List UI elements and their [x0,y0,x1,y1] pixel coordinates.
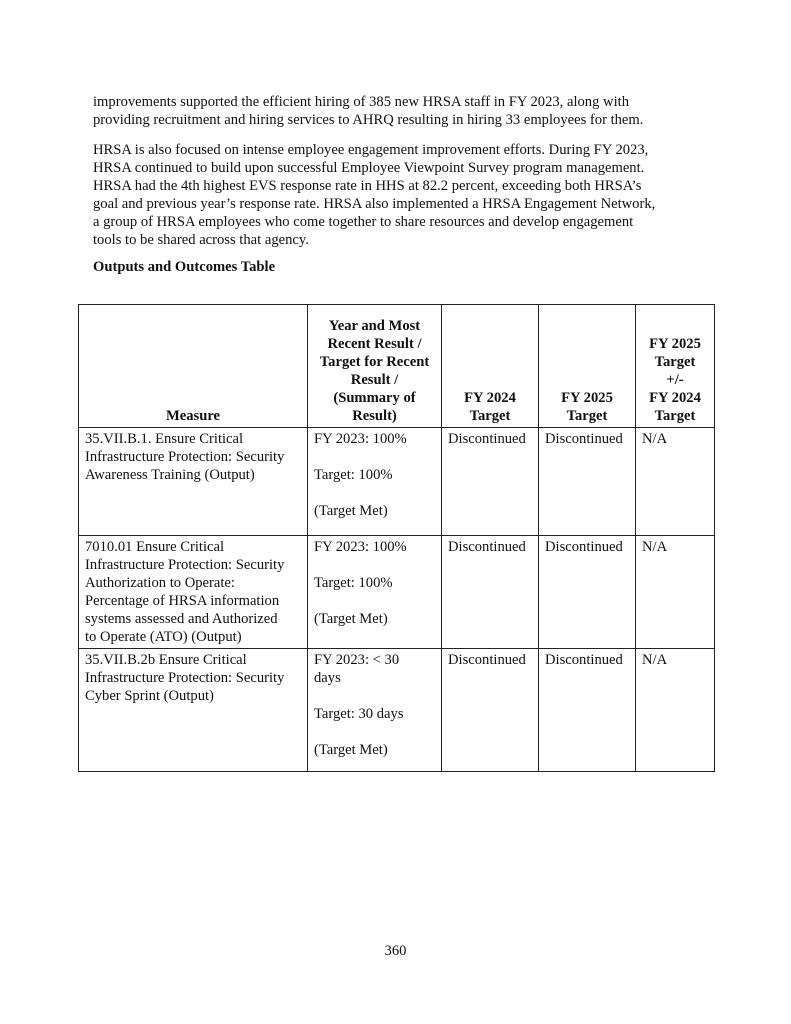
fy2025-target-cell: Discontinued [539,536,636,649]
table-header-row [79,305,715,428]
header-fy2024-target: FY 2024 Target [442,305,539,428]
target-difference-cell: N/A [636,649,715,772]
text-line: goal and previous year’s response rate. HRSA also implemented a HRSA Engagement Network, [93,196,656,212]
text-line: tools to be shared across that agency. [93,232,309,248]
outputs-outcomes-table [78,304,715,772]
result-cell: FY 2023: < 30 days Target: 30 days (Target Met) [308,649,442,772]
measure-cell: 35.VII.B.2b Ensure Critical Infrastructure Protection: Security Cyber Sprint (Output) [79,649,308,772]
paragraph-engagement [93,141,705,249]
paragraph-hiring [93,93,705,129]
text-line: HRSA is also focused on intense employee engagement improvement efforts. During FY 2023, [93,142,649,158]
measure-cell: 7010.01 Ensure Critical Infrastructure Protection: Security Authorization to Operate: Percentage of HRSA information systems assessed and Authorized to Operate (ATO) (Output) [79,536,308,649]
fy2024-target-cell: Discontinued [442,536,539,649]
result-cell: FY 2023: 100% Target: 100% (Target Met) [308,536,442,649]
fy2024-target-cell: Discontinued [442,649,539,772]
text-line: HRSA had the 4th highest EVS response rate in HHS at 82.2 percent, exceeding both HRSA’s [93,178,642,194]
text-line: providing recruitment and hiring services to AHRQ resulting in hiring 33 employees for them. [93,112,644,128]
text-line: a group of HRSA employees who come together to share resources and develop engagement [93,214,634,230]
table-row [79,536,715,649]
fy2025-target-cell: Discontinued [539,649,636,772]
section-heading: Outputs and Outcomes Table [93,259,276,275]
result-cell: FY 2023: 100% Target: 100% (Target Met) [308,428,442,536]
target-difference-cell: N/A [636,536,715,649]
target-difference-cell: N/A [636,428,715,536]
table-row [79,649,715,772]
text-line: HRSA continued to build upon successful Employee Viewpoint Survey program management. [93,160,645,176]
page-number: 360 [384,943,407,959]
fy2025-target-cell: Discontinued [539,428,636,536]
fy2024-target-cell: Discontinued [442,428,539,536]
table-row [79,428,715,536]
header-result: Year and Most Recent Result / Target for Recent Result / (Summary of Result) [308,305,442,428]
text-line: improvements supported the efficient hiring of 385 new HRSA staff in FY 2023, along with [93,94,629,110]
header-target-difference: FY 2025 Target +/- FY 2024 Target [636,305,715,428]
measure-cell: 35.VII.B.1. Ensure Critical Infrastructure Protection: Security Awareness Training (Output) [79,428,308,536]
header-fy2025-target: FY 2025 Target [539,305,636,428]
header-measure: Measure [79,305,308,428]
